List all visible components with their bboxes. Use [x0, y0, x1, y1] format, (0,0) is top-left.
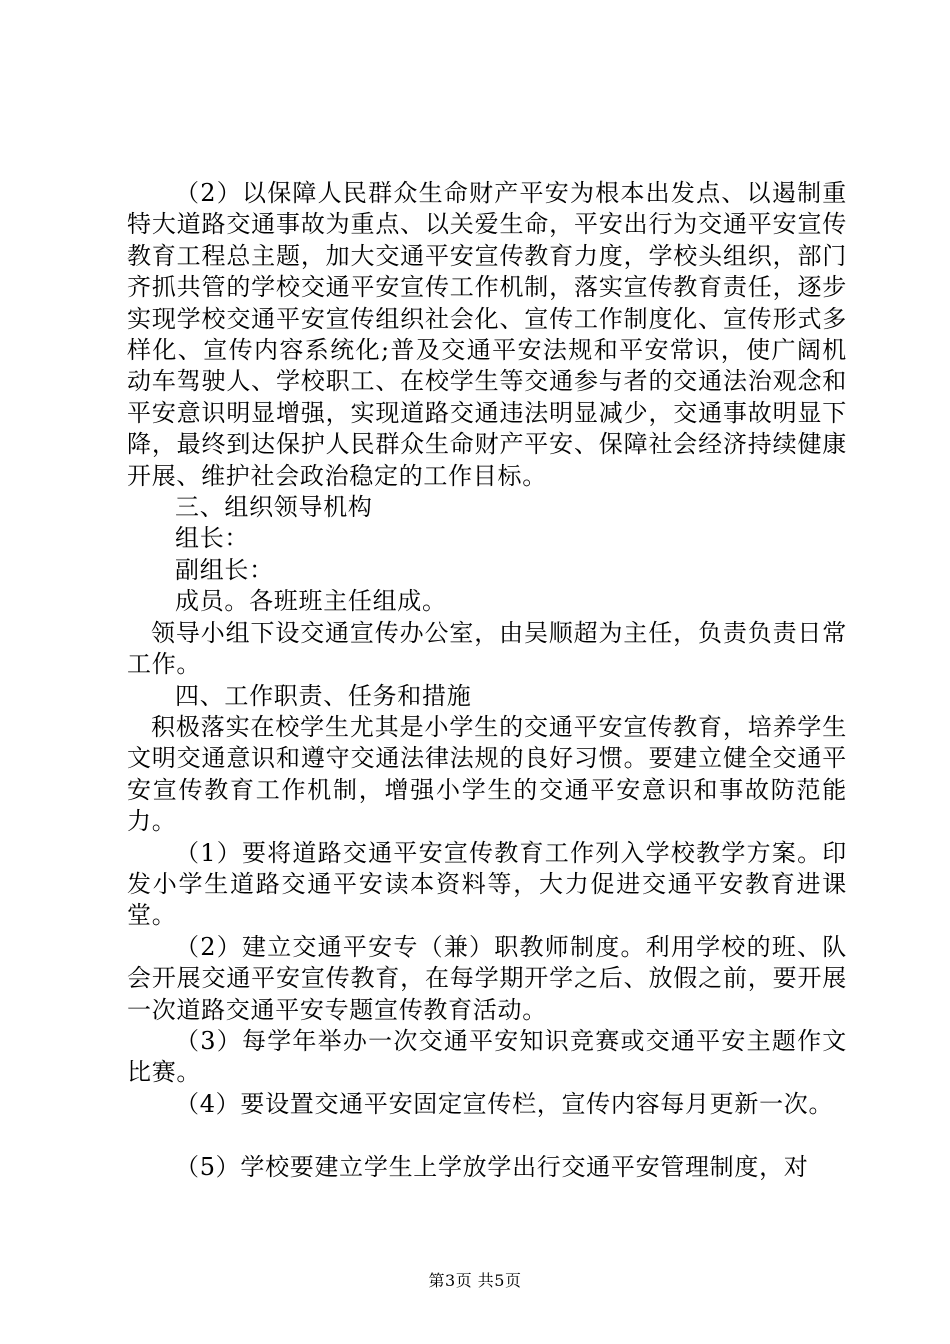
heading-section-4: 四、工作职责、任务和措施 [175, 681, 472, 710]
line-deputy-leader: 副组长： [175, 555, 274, 584]
paragraph-goal-2: （2）以保障人民群众生命财产平安为根本出发点、以遏制重特大道路交通事故为重点、以关爱生命，平安出行为交通平安宣传教育工程总主题，加大交通平安宣传教育力度，学校头组织，部门齐抓共管的学校交通平安宣传工作机制，落实宣传教育责任，逐步实现学校交通平安宣传组织社会化、宣传工作制度化、宣传形式多样化、宣传内容系统化;普及交通平安法规和平安常识，使广阔机动车驾驶人、学校职工、在校学生等交通参与者的交通法治观念和平安意识明显增强，实现道路交通违法明显减少，交通事故明显下降，最终到达保护人民群众生命财产平安、保障社会经济持续健康开展、维护社会政治稳定的工作目标。 [127, 179, 847, 490]
paragraph-item-4: （4）要设置交通平安固定宣传栏，宣传内容每月更新一次。 [175, 1089, 834, 1118]
paragraph-item-1: （1）要将道路交通平安宣传教育工作列入学校教学方案。印发小学生道路交通平安读本资料等，大力促进交通平安教育进课堂。 [127, 838, 847, 930]
page-number: 第3页 共5页 [428, 1271, 522, 1290]
paragraph-item-3: （3）每学年举办一次交通平安知识竞赛或交通平安主题作文比赛。 [127, 1026, 847, 1087]
paragraph-item-2: （2）建立交通平安专（兼）职教师制度。利用学校的班、队会开展交通平安宣传教育，在每学期开学之后、放假之前，要开展一次道路交通平安专题宣传教育活动。 [127, 932, 847, 1024]
paragraph-item-5: （5）学校要建立学生上学放学出行交通平安管理制度，对 [175, 1152, 809, 1181]
page-footer [0, 1271, 950, 1291]
line-members: 成员。各班班主任组成。 [175, 587, 447, 616]
paragraph-education: 积极落实在校学生尤其是小学生的交通平安宣传教育，培养学生文明交通意识和遵守交通法律法规的良好习惯。要建立健全交通平安宣传教育工作机制，增强小学生的交通平安意识和事故防范能力。 [127, 712, 847, 836]
paragraph-office: 领导小组下设交通宣传办公室，由吴顺超为主任，负责负责日常工作。 [127, 618, 847, 679]
heading-section-3: 三、组织领导机构 [175, 493, 373, 522]
document-body [127, 178, 847, 1183]
line-group-leader: 组长： [175, 524, 250, 553]
